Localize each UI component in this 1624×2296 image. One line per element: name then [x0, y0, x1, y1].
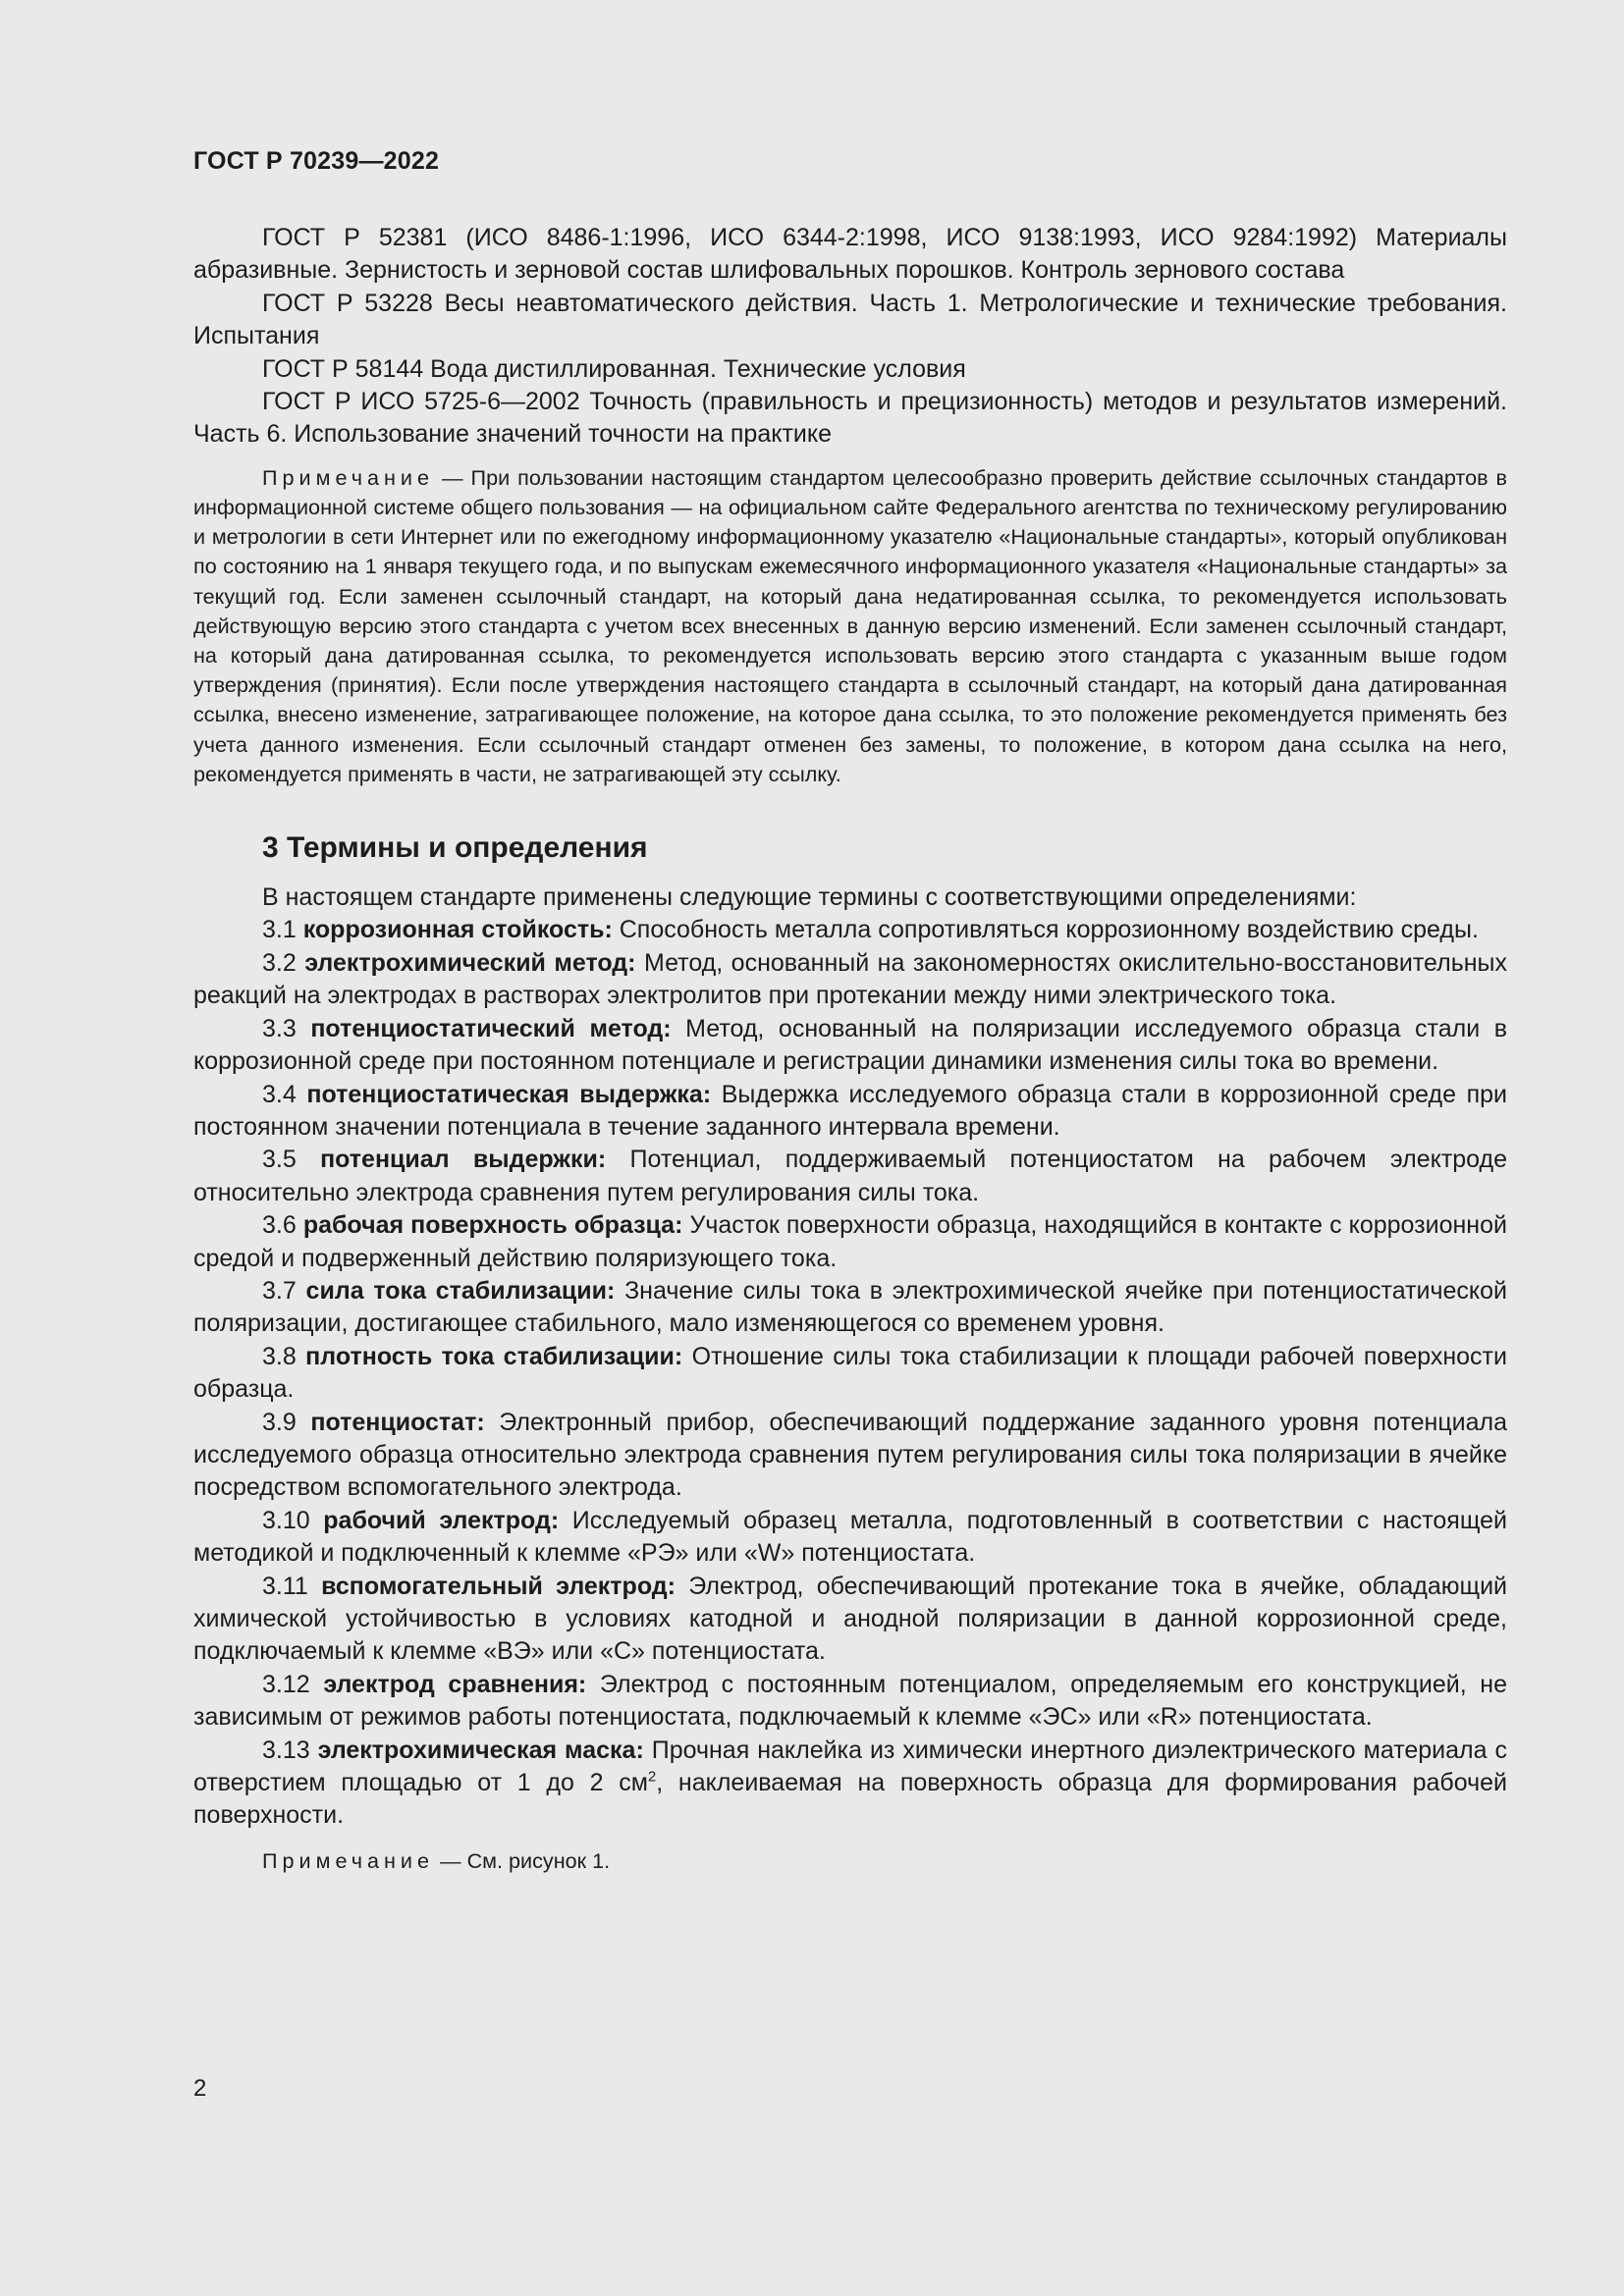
term-definition — [193, 1669, 1507, 1735]
term-text: , наклеиваемая на поверхность образца для формирования рабочей поверхности. — [193, 1769, 1507, 1830]
term-definition — [193, 1407, 1507, 1505]
term-number: 3.6 — [262, 1211, 297, 1240]
term-text: Электронный прибор, обеспечивающий поддержание заданного уровня потенциала исследуемого образца относительно электрода сравнения путем регулирования силы тока поляризации в ячейке посредством вспомогательного электрода. — [193, 1408, 1507, 1502]
term-text: Прочная наклейка из химически инертного диэлектрического материала с отверстием площадью от 1 до 2 см — [193, 1735, 1507, 1797]
reference-item: ГОСТ Р 58144 Вода дистиллированная. Технические условия — [262, 354, 966, 383]
page-number: 2 — [193, 2075, 207, 2102]
term-text: Способность металла сопротивляться коррозионному воздействию среды. — [619, 916, 1479, 944]
term-definition — [193, 1079, 1507, 1145]
note-label: Примечание — [262, 1847, 434, 1873]
term-name: плотность тока стабилизации: — [305, 1342, 683, 1370]
term-number: 3.12 — [262, 1670, 310, 1698]
note-label: Примечание — [262, 464, 434, 490]
superscript: 2 — [647, 1768, 657, 1786]
term-name: рабочая поверхность образца: — [302, 1211, 683, 1240]
term-number: 3.2 — [262, 948, 297, 977]
term-number: 3.7 — [262, 1276, 297, 1305]
term-number: 3.13 — [262, 1735, 310, 1764]
term-name: потенциостатическая выдержка: — [306, 1080, 712, 1108]
reference-item: ГОСТ Р ИСО 5725-6—2002 Точность (правильность и прецизионность) методов и результатов измерений. Часть 6. Использование значений точности на практике — [193, 388, 1507, 449]
term-text: Исследуемый образец металла, подготовленный в соответствии с настоящей методикой и подключенный к клемме «РЭ» или «W» потенциостата. — [193, 1506, 1507, 1568]
term-definition — [193, 914, 1507, 946]
section-intro: В настоящем стандарте применены следующие термины с соответствующими определениями: — [262, 883, 1357, 912]
term-name: потенциостат: — [310, 1408, 485, 1436]
term-name: электрохимический метод: — [304, 948, 636, 977]
term-name: коррозионная стойкость: — [302, 916, 613, 944]
term-definition — [193, 947, 1507, 1013]
term-text: Участок поверхности образца, находящийся в контакте с коррозионной средой и подверженный действию поляризующего тока. — [193, 1211, 1507, 1272]
term-number: 3.10 — [262, 1506, 310, 1534]
term-name: электрохимическая маска: — [317, 1735, 644, 1764]
section-title: 3 Термины и определения — [262, 831, 648, 865]
term-number: 3.8 — [262, 1342, 297, 1370]
term-number: 3.3 — [262, 1014, 297, 1042]
note-text: — При пользовании настоящим стандартом целесообразно проверить действие ссылочных стандартов в информационной системе общего пользования — на официальном сайте Федерального агентства по техническому регулированию и метрологии в сети Интернет или по ежегодному информационному указателю «Национальные стандарты», который опубликован по состоянию на 1 января текущего года, и по выпускам ежемесячного информационного указателя «Национальные стандарты» за текущий год. Если заменен ссылочный стандарт, на который дана недатированная ссылка, то рекомендуется использовать действующую версию этого стандарта с учетом всех внесенных в данную версию изменений. Если заменен ссылочный стандарт, на который дана датированная ссылка, то рекомендуется использовать версию этого стандарта с указанным выше годом утверждения (принятия). Если после утверждения настоящего стандарта в ссылочный стандарт, на который дана датированная ссылка, внесено изменение, затрагивающее положение, на которое дана ссылка, то это положение рекомендуется применять без учета данного изменения. Если ссылочный стандарт отменен без замены, то положение, в котором дана ссылка на него, рекомендуется применять в части, не затрагивающей эту ссылку. — [193, 464, 1507, 786]
term-name: электрод сравнения: — [323, 1670, 587, 1698]
figure-note — [193, 1846, 1507, 1876]
term-number: 3.4 — [262, 1080, 297, 1108]
term-name: рабочий электрод: — [323, 1506, 560, 1534]
term-definition — [193, 1341, 1507, 1407]
term-definition — [193, 1571, 1507, 1669]
page-content — [193, 222, 1507, 1876]
reference-item: ГОСТ Р 53228 Весы неавтоматического действия. Часть 1. Метрологические и технические требования. Испытания — [193, 289, 1507, 350]
term-text: Метод, основанный на закономерностях окислительно-восстановительных реакций на электродах в растворах электролитов при протекании между ними электрического тока. — [193, 948, 1508, 1010]
term-number: 3.1 — [262, 916, 297, 944]
reference-item: ГОСТ Р 52381 (ИСО 8486-1:1996, ИСО 6344-2:1998, ИСО 9138:1993, ИСО 9284:1992) Материалы абразивные. Зернистость и зерновой состав шлифовальных порошков. Контроль зернового состава — [193, 224, 1507, 285]
term-name: вспомогательный электрод: — [321, 1572, 676, 1600]
term-text: Электрод, обеспечивающий протекание тока в ячейке, обладающий химической устойчивостью в условиях катодной и анодной поляризации в данной коррозионной среде, подключаемый к клемме «ВЭ» или «С» потенциостата. — [193, 1572, 1507, 1666]
term-number: 3.11 — [262, 1572, 308, 1600]
term-text: Отношение силы тока стабилизации к площади рабочей поверхности образца. — [193, 1342, 1507, 1404]
term-definition — [193, 1013, 1507, 1079]
term-definition — [193, 1735, 1507, 1833]
term-definition — [193, 1144, 1507, 1209]
term-text: Метод, основанный на поляризации исследуемого образца стали в коррозионной среде при постоянном потенциале и регистрации динамики изменения силы тока во времени. — [193, 1014, 1508, 1076]
term-text: Выдержка исследуемого образца стали в коррозионной среде при постоянном значении потенциала в течение заданного интервала времени. — [193, 1080, 1507, 1141]
term-number: 3.9 — [262, 1408, 297, 1436]
document-code-header: ГОСТ Р 70239—2022 — [193, 147, 440, 175]
term-definition — [193, 1505, 1507, 1571]
term-text: Электрод с постоянным потенциалом, определяемым его конструкцией, не зависимым от режимов работы потенциостата, подключаемый к клемме «ЭС» или «R» потенциостата. — [193, 1670, 1508, 1732]
term-definition — [193, 1275, 1507, 1341]
term-number: 3.5 — [262, 1146, 297, 1174]
note-text: — См. рисунок 1. — [434, 1847, 611, 1873]
term-name: потенциостатический метод: — [310, 1014, 672, 1042]
term-definition — [193, 1209, 1507, 1275]
term-text: Значение силы тока в электрохимической ячейке при потенциостатической поляризации, достигающее стабильного, мало изменяющегося со временем уровня. — [193, 1276, 1507, 1338]
term-name: потенциал выдержки: — [320, 1146, 607, 1174]
references-note — [193, 463, 1507, 789]
term-text: Потенциал, поддерживаемый потенциостатом на рабочем электроде относительно электрода сравнения путем регулирования силы тока. — [193, 1146, 1508, 1206]
term-name: сила тока стабилизации: — [305, 1276, 616, 1305]
